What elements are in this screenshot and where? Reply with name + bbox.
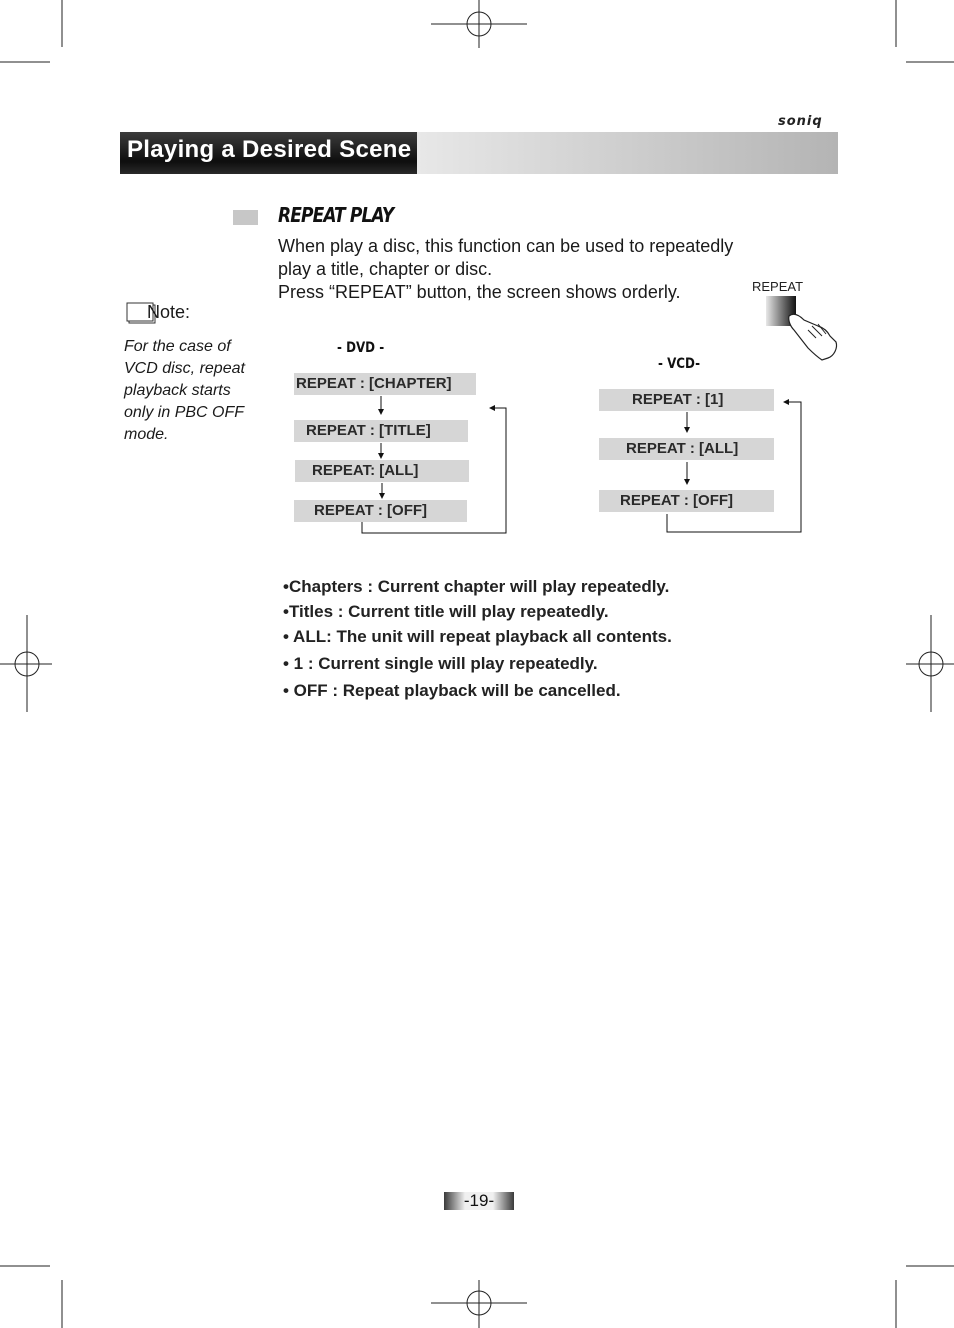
note-line: mode. xyxy=(124,426,169,443)
bullet-all: • ALL: The unit will repeat playback all contents. xyxy=(283,627,672,646)
intro-line: When play a disc, this function can be used to repeatedly xyxy=(278,236,734,256)
section-title: Playing a Desired Scene xyxy=(127,136,412,163)
dvd-diagram-title: - DVD - xyxy=(337,340,385,356)
dvd-loop-line xyxy=(362,408,506,533)
intro-line: play a title, chapter or disc. xyxy=(278,259,493,279)
dvd-repeat-all-box: REPEAT: [ALL] xyxy=(295,460,469,482)
vcd-repeat-1-box: REPEAT : [1] xyxy=(599,389,774,411)
note-line: For the case of xyxy=(124,338,231,355)
note-line: VCD disc, repeat xyxy=(124,360,245,377)
bullet-off: • OFF : Repeat playback will be cancelled. xyxy=(283,681,621,700)
dvd-repeat-chapter-box: REPEAT : [CHAPTER] xyxy=(294,373,476,395)
dvd-repeat-title-box: REPEAT : [TITLE] xyxy=(294,420,468,442)
bullet-titles: •Titles : Current title will play repeatedly. xyxy=(283,602,609,621)
note-line: only in PBC OFF xyxy=(124,404,245,421)
repeat-button-caption: REPEAT xyxy=(752,279,804,294)
vcd-diagram-title: - VCD- xyxy=(658,356,701,372)
page-number: -19- xyxy=(463,1191,495,1210)
brand-logo: soniq xyxy=(778,114,823,129)
repeat-play-heading: REPEAT PLAY xyxy=(278,203,394,227)
bullet-single: • 1 : Current single will play repeatedly. xyxy=(283,654,598,673)
note-label: Note: xyxy=(147,302,191,322)
vcd-repeat-off-box: REPEAT : [OFF] xyxy=(599,490,774,512)
vcd-repeat-all-box: REPEAT : [ALL] xyxy=(599,438,774,460)
note-line: playback starts xyxy=(124,382,231,399)
dvd-repeat-off-box: REPEAT : [OFF] xyxy=(294,500,467,522)
bullet-chapters: •Chapters : Current chapter will play repeatedly. xyxy=(283,577,670,596)
intro-line: Press “REPEAT” button, the screen shows orderly. xyxy=(278,282,681,302)
